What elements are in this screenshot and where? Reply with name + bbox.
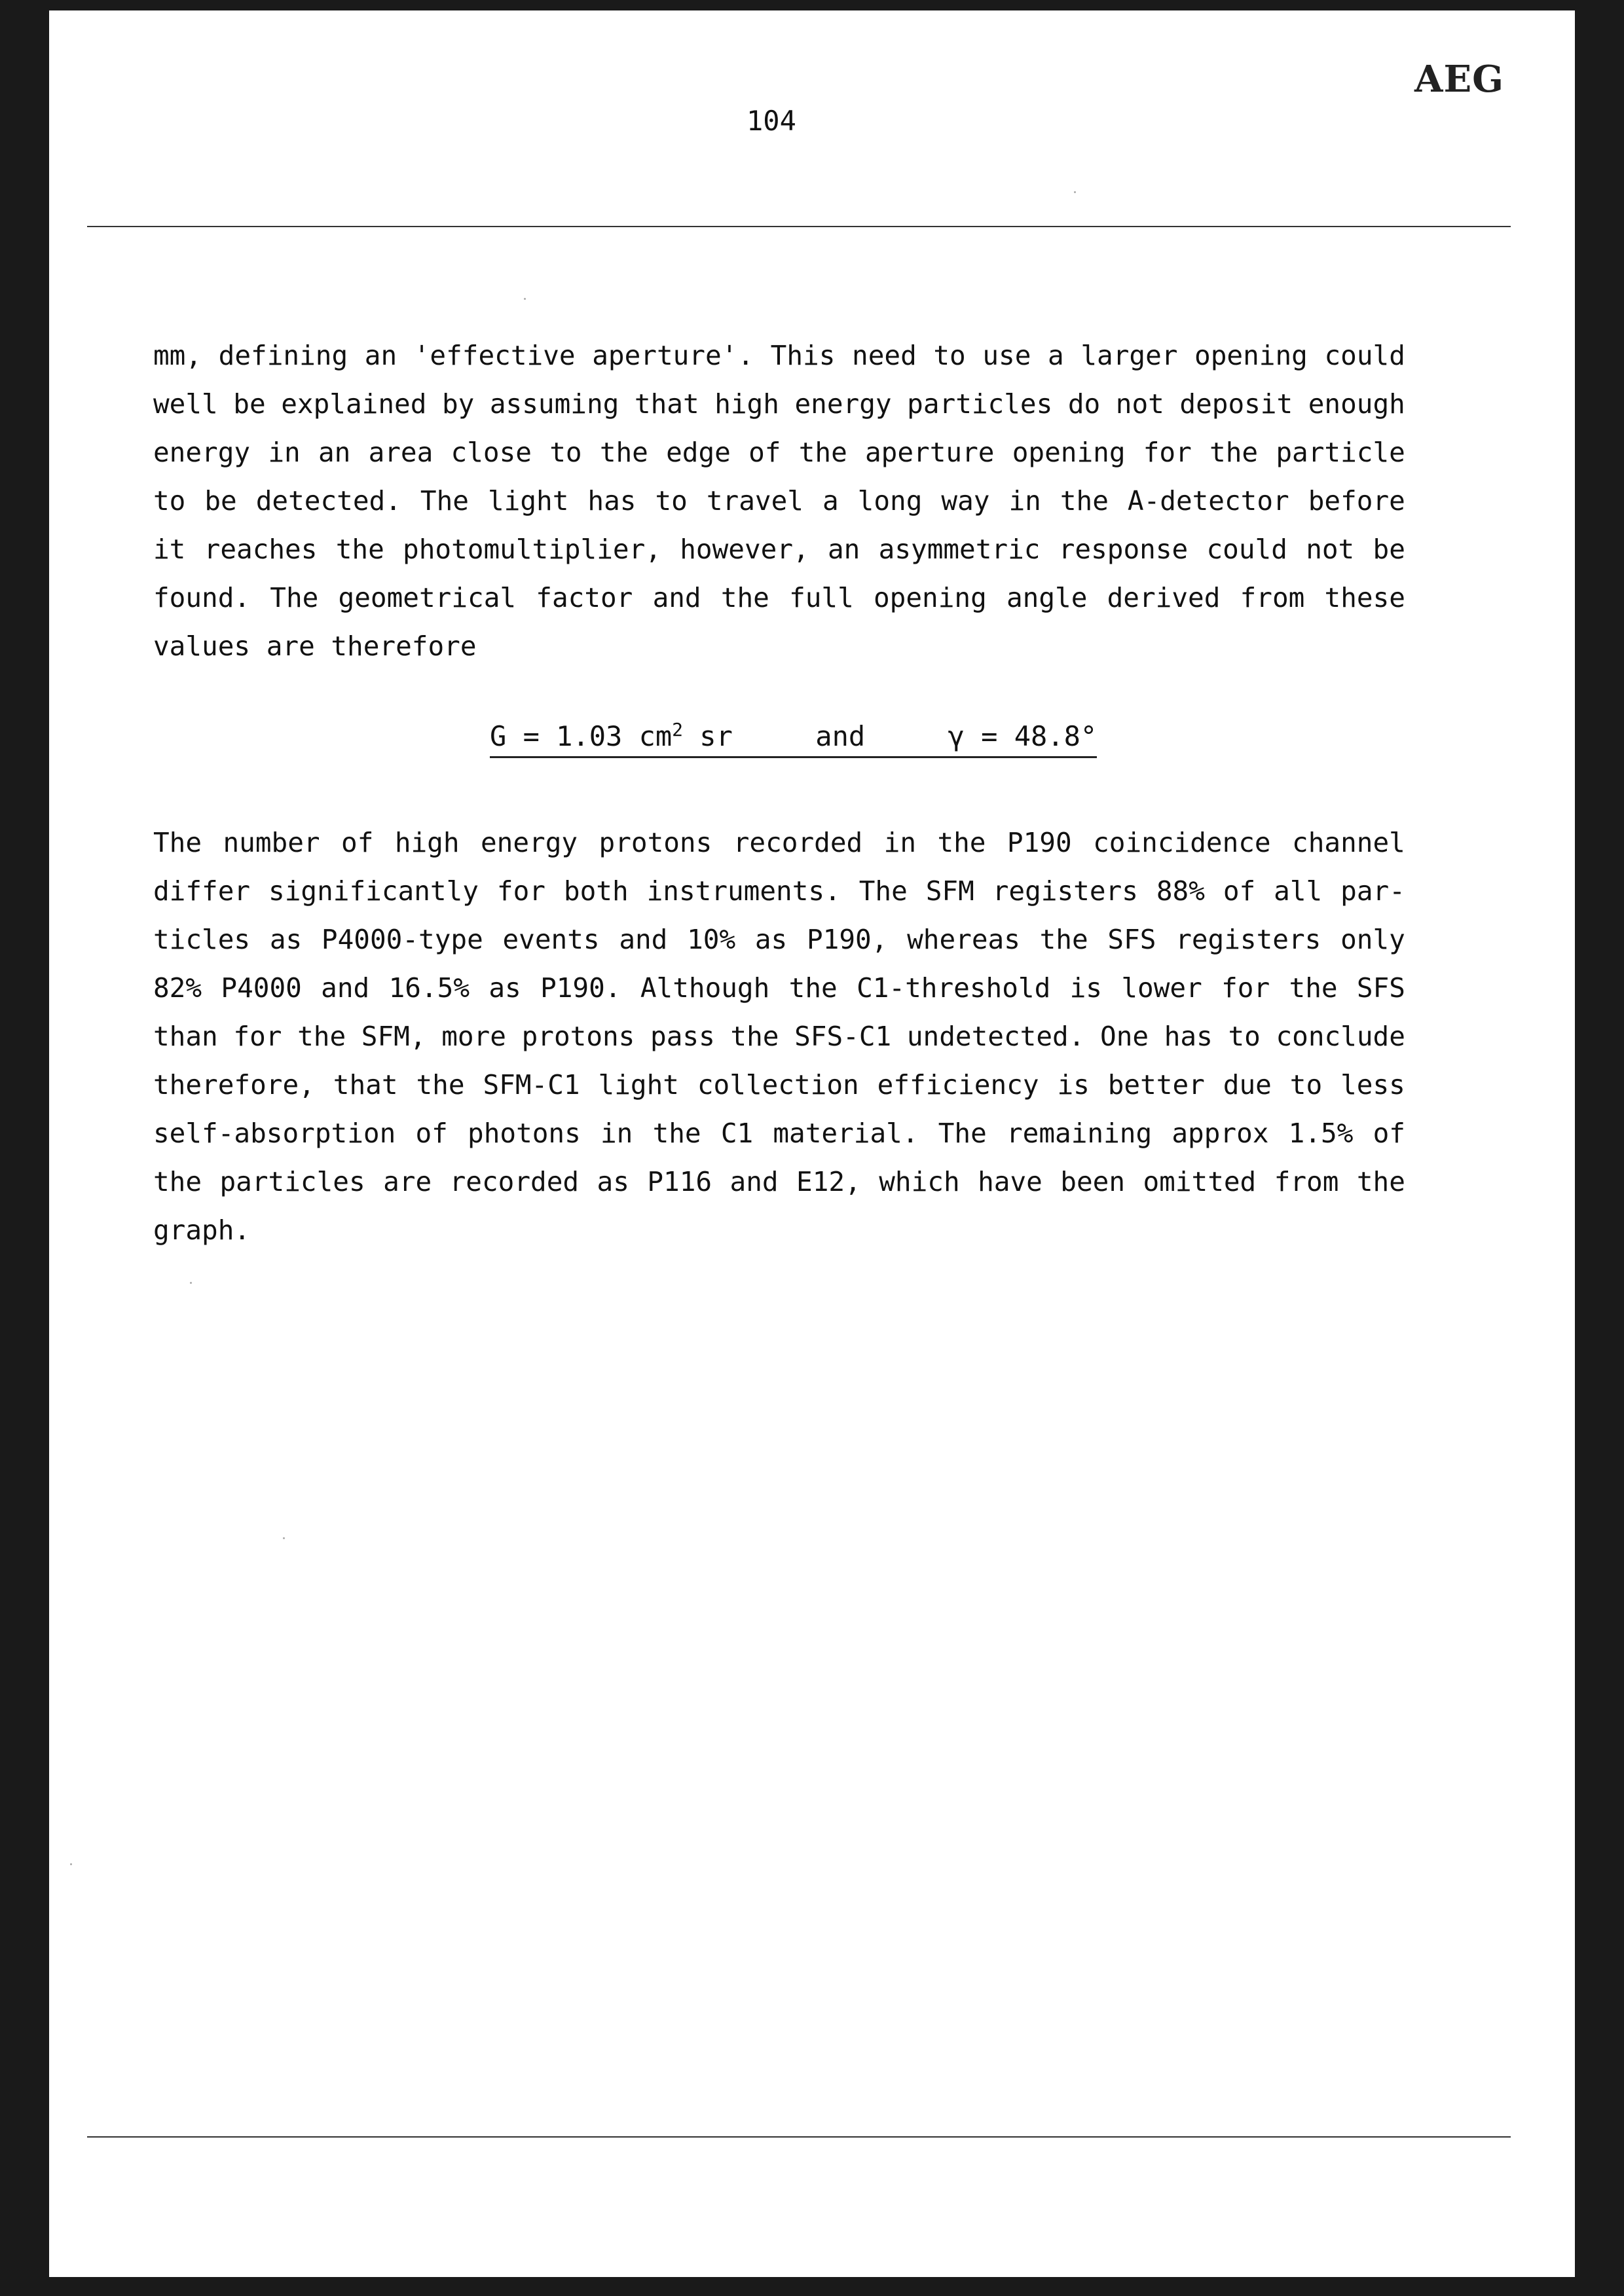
word: remaining [1006, 1118, 1153, 1149]
word: events [502, 924, 600, 955]
word: collection [697, 1069, 859, 1101]
word: found. [153, 582, 251, 613]
word: A-detector [1127, 485, 1289, 517]
word: of [1373, 1118, 1405, 1149]
page-number: 104 [747, 105, 796, 137]
scan-speck [190, 1282, 192, 1284]
word: less [1340, 1069, 1405, 1101]
word: defining [218, 340, 348, 371]
word: not [1115, 388, 1164, 420]
word: P116 [647, 1166, 712, 1197]
word: 'effective [413, 340, 576, 371]
word: This [770, 340, 836, 371]
word: SFM, [361, 1021, 426, 1052]
text-line [153, 964, 1405, 1012]
word: particle [1276, 437, 1405, 468]
word: the [730, 1021, 779, 1052]
word: C1 [720, 1118, 754, 1149]
word: P4000-type [321, 924, 483, 955]
paragraph-aperture [153, 331, 1405, 670]
word: explained [281, 388, 427, 420]
word: 1.5% [1288, 1118, 1354, 1149]
word: a [1048, 340, 1064, 371]
scan-speck [1074, 191, 1076, 193]
word: therefore [331, 630, 477, 662]
word: photons [468, 1118, 581, 1149]
word: from [1240, 582, 1305, 613]
header-rule [87, 226, 1511, 227]
word: material. [773, 1118, 919, 1149]
word: that [333, 1069, 398, 1101]
word: P190. [540, 972, 621, 1004]
word: of [1223, 875, 1256, 907]
word: for [1143, 437, 1192, 468]
word: for [496, 875, 545, 907]
formula-left: G = 1.03 cm [490, 720, 673, 752]
word: however, [680, 534, 809, 565]
word: area [368, 437, 434, 468]
word: that [634, 388, 699, 420]
word: the [1039, 924, 1088, 955]
word: way [941, 485, 990, 517]
word: the [153, 1166, 202, 1197]
word: as [489, 972, 521, 1004]
word: the [1209, 437, 1259, 468]
word: in [1008, 485, 1041, 517]
word: ticles [153, 924, 251, 955]
word: edge [666, 437, 731, 468]
word: only [1340, 924, 1405, 955]
word: in [883, 827, 917, 858]
word: differ [153, 875, 251, 907]
word: long [857, 485, 923, 517]
word: approx [1172, 1118, 1269, 1149]
text-line [153, 525, 1405, 574]
word: the [1289, 972, 1338, 1004]
word: E12, [796, 1166, 861, 1197]
word: in [268, 437, 301, 468]
word: need [852, 340, 917, 371]
word: recorded [449, 1166, 580, 1197]
word: both [563, 875, 629, 907]
word: be [204, 485, 237, 517]
word: to [1228, 1021, 1261, 1052]
word: pass [650, 1021, 715, 1052]
word: P190, [806, 924, 888, 955]
word: of [341, 827, 374, 858]
word: deposit [1179, 388, 1293, 420]
word: opening [874, 582, 987, 613]
word: opening [1194, 340, 1308, 371]
text-line [153, 477, 1405, 525]
word: the [416, 1069, 465, 1101]
word: opening [1012, 437, 1126, 468]
word: light [598, 1069, 679, 1101]
word: and [619, 924, 668, 955]
word: significantly [268, 875, 479, 907]
word: 10% [687, 924, 736, 955]
word: the [720, 582, 769, 613]
word: from [1274, 1166, 1339, 1197]
word: to [933, 340, 966, 371]
word: energy [794, 388, 892, 420]
word: have [978, 1166, 1043, 1197]
word: SFM-C1 [483, 1069, 580, 1101]
word: and [321, 972, 370, 1004]
word: is [1057, 1069, 1090, 1101]
word: coincidence [1093, 827, 1271, 858]
text-line [153, 574, 1405, 622]
word: The [153, 827, 202, 858]
word: channel [1292, 827, 1405, 858]
word: lower [1121, 972, 1202, 1004]
text-line [153, 1109, 1405, 1157]
word: of [415, 1118, 448, 1149]
word: enough [1308, 388, 1405, 420]
word: the [937, 827, 986, 858]
word: be [1373, 534, 1405, 565]
word: a [822, 485, 839, 517]
word: been [1060, 1166, 1126, 1197]
word: are [383, 1166, 432, 1197]
word: to [549, 437, 582, 468]
word: an [364, 340, 397, 371]
word: the [599, 437, 648, 468]
word: to [153, 485, 186, 517]
word: be [233, 388, 266, 420]
word: 88% [1156, 875, 1205, 907]
word: for [233, 1021, 282, 1052]
word: well [153, 388, 218, 420]
footer-rule [87, 2136, 1511, 2138]
word: light [487, 485, 569, 517]
word: energy [480, 827, 578, 858]
word: and [729, 1166, 779, 1197]
formula-right: sr and γ = 48.8° [683, 720, 1098, 752]
word: SFS [1356, 972, 1405, 1004]
word: as [269, 924, 303, 955]
word: therefore, [153, 1069, 315, 1101]
word: undetected. [906, 1021, 1085, 1052]
text-line [153, 622, 1405, 670]
word: could [1206, 534, 1287, 565]
word: recorded [733, 827, 863, 858]
word: energy [153, 437, 251, 468]
word: particles [907, 388, 1053, 420]
word: detected. [255, 485, 401, 517]
word: protons [521, 1021, 635, 1052]
word: the [1060, 485, 1109, 517]
word: the [335, 534, 384, 565]
word: more [441, 1021, 506, 1052]
word: not [1306, 534, 1355, 565]
word: is [1069, 972, 1102, 1004]
word: protons [599, 827, 712, 858]
aeg-logo: AEG [1414, 58, 1504, 101]
word: has [1164, 1021, 1213, 1052]
word: mm, [153, 340, 202, 371]
word: an [318, 437, 351, 468]
formula-superscript: 2 [672, 719, 684, 740]
text-line [153, 818, 1405, 867]
word: high [394, 827, 460, 858]
word: SFS-C1 [794, 1021, 892, 1052]
word: C1-threshold [857, 972, 1051, 1004]
text-line [153, 1157, 1405, 1206]
word: particles [219, 1166, 365, 1197]
word: larger [1080, 340, 1178, 371]
formula-geometric-factor [490, 719, 1097, 758]
word: do [1067, 388, 1101, 420]
word: whereas [907, 924, 1020, 955]
scan-speck [283, 1537, 285, 1539]
word: for [1221, 972, 1270, 1004]
word: and [652, 582, 701, 613]
word: has [587, 485, 637, 517]
text-line [153, 867, 1405, 915]
word: due [1223, 1069, 1272, 1101]
word: aperture [865, 437, 995, 468]
word: than [153, 1021, 218, 1052]
word: omitted [1143, 1166, 1257, 1197]
word: the [788, 972, 838, 1004]
paragraph-protons [153, 818, 1405, 1254]
word: reaches [204, 534, 318, 565]
word: The [858, 875, 908, 907]
word: graph. [153, 1214, 251, 1246]
text-line [153, 1012, 1405, 1061]
word: an [828, 534, 860, 565]
word: One [1100, 1021, 1149, 1052]
word: in [600, 1118, 633, 1149]
word: to [1289, 1069, 1323, 1101]
word: assuming [489, 388, 619, 420]
text-line [153, 331, 1405, 380]
word: geometrical [338, 582, 517, 613]
word: the [652, 1118, 701, 1149]
word: which [879, 1166, 960, 1197]
word: high [714, 388, 779, 420]
word: The [938, 1118, 987, 1149]
word: these [1324, 582, 1405, 613]
word: Although [640, 972, 770, 1004]
scan-speck [524, 298, 526, 300]
word: to [655, 485, 688, 517]
word: registers [992, 875, 1138, 907]
word: P190 [1006, 827, 1072, 858]
word: are [266, 630, 315, 662]
word: could [1324, 340, 1405, 371]
word: as [754, 924, 788, 955]
word: self-absorption [153, 1118, 396, 1149]
word: SFM [925, 875, 974, 907]
word: photomultiplier, [403, 534, 661, 565]
scan-speck [70, 1863, 72, 1865]
word: better [1107, 1069, 1205, 1101]
text-line [153, 1206, 1405, 1254]
word: par- [1340, 875, 1405, 907]
word: number [223, 827, 320, 858]
word: efficiency [877, 1069, 1039, 1101]
text-line [153, 915, 1405, 964]
word: response [1058, 534, 1189, 565]
word: of [748, 437, 781, 468]
word: angle [1006, 582, 1088, 613]
word: close [451, 437, 532, 468]
word: the [1356, 1166, 1405, 1197]
word: it [153, 534, 186, 565]
word: the [798, 437, 847, 468]
word: 16.5% [388, 972, 470, 1004]
word: The [270, 582, 319, 613]
word: as [597, 1166, 629, 1197]
word: use [982, 340, 1031, 371]
text-line [153, 380, 1405, 428]
word: aperture'. [592, 340, 754, 371]
word: The [420, 485, 469, 517]
word: asymmetric [878, 534, 1041, 565]
word: instruments. [646, 875, 841, 907]
word: conclude [1276, 1021, 1405, 1052]
word: the [297, 1021, 346, 1052]
word: values [153, 630, 251, 662]
word: by [441, 388, 475, 420]
word: SFS [1107, 924, 1156, 955]
word: before [1308, 485, 1405, 517]
text-line [153, 1061, 1405, 1109]
word: P4000 [221, 972, 302, 1004]
word: 82% [153, 972, 202, 1004]
word: registers [1175, 924, 1321, 955]
text-line [153, 428, 1405, 477]
word: derived [1107, 582, 1221, 613]
word: travel [706, 485, 803, 517]
word: all [1274, 875, 1323, 907]
word: factor [536, 582, 633, 613]
word: full [789, 582, 854, 613]
